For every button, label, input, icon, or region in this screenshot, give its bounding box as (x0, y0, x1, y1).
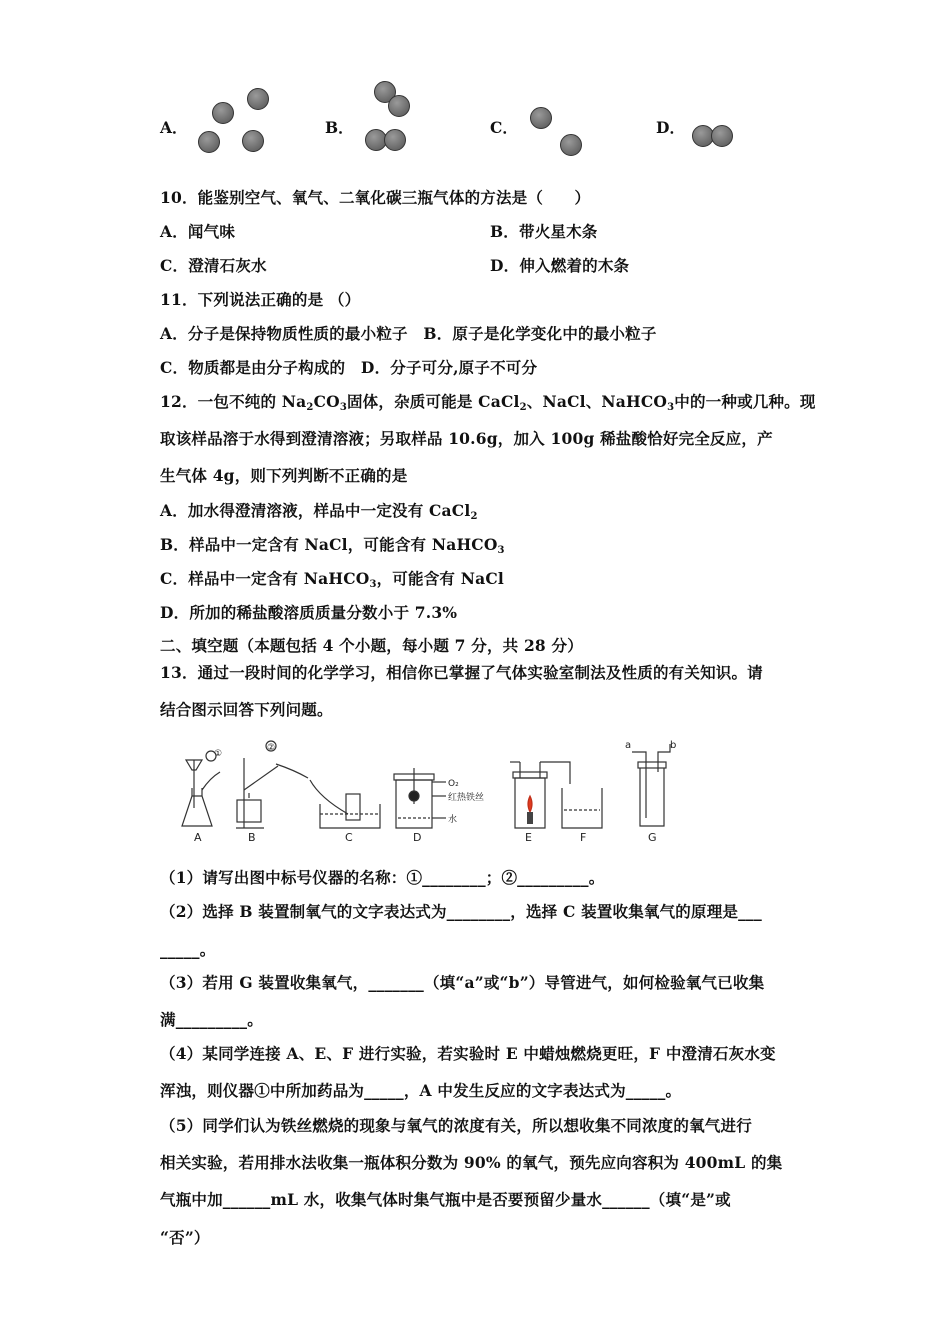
apparatus-a (182, 749, 223, 826)
red-hot-wire-label: 红热铁丝 (448, 793, 485, 803)
option-b-particles (366, 82, 410, 151)
instrument-mark-1: ① (214, 749, 223, 759)
q13-part-5-line-4: “否”） (160, 1228, 210, 1247)
label-e: E (525, 831, 532, 844)
instrument-mark-2: ② (267, 743, 276, 753)
q12-stem-line-1: 12．一包不纯的 $Na_2CO_3$固体，杂质可能是 CaCl$_2$、NaCl、NaHCO$_3$中的一种或几种。现 (160, 392, 816, 413)
apparatus-f (562, 788, 602, 828)
apparatus-g (625, 740, 676, 826)
q12-stem-line-3: 生气体 4g，则下列判断不正确的是 (160, 466, 408, 485)
q13-part-3-line-2: 满_________。 (160, 1010, 263, 1029)
label-d: D (413, 831, 422, 844)
q12-option-d: D．所加的稀盐酸溶质质量分数小于 7.3% (160, 603, 458, 622)
water-label: 水 (448, 815, 458, 825)
q13-part-3-line-1: （3）若用 G 装置收集氧气，_______（填“a”或“b”）导管进气，如何检验氧气已收集 (160, 973, 765, 992)
tube-b-label: b (670, 740, 677, 751)
label-a: A (194, 831, 202, 844)
q9-option-d-label: D． (656, 118, 685, 137)
q13-part-2-line-1: （2）选择 B 装置制氧气的文字表达式为________，选择 C 装置收集氧气的原理是___ (160, 902, 762, 921)
q10-option-a: A．闻气味 (160, 222, 236, 241)
q10-stem: 10．能鉴别空气、氧气、二氧化碳三瓶气体的方法是（ ） (160, 188, 591, 207)
q11-stem: 11．下列说法正确的是 （） (160, 290, 361, 309)
section-2-heading: 二、填空题（本题包括 4 个小题，每小题 7 分，共 28 分） (160, 636, 583, 655)
q12-option-a: A．加水得澄清溶液，样品中一定没有 CaCl$_2$ (160, 501, 478, 522)
q9-option-b-label: B． (325, 118, 354, 137)
o2-label: O₂ (448, 779, 459, 789)
q13-part-2-line-2: _____。 (160, 940, 216, 959)
q10-option-d: D．伸入燃着的木条 (490, 256, 630, 275)
q13-part-5-line-3: 气瓶中加______mL 水，收集气体时集气瓶中是否要预留少量水______（填“是”或 (160, 1190, 731, 1209)
q13-apparatus-figure (170, 738, 690, 848)
q10-option-c: C．澄清石灰水 (160, 256, 267, 275)
option-c-particles (531, 108, 582, 156)
label-c: C (345, 831, 353, 844)
apparatus-e (510, 762, 570, 828)
q9-particle-diagrams (0, 80, 950, 160)
apparatus-c (310, 780, 380, 828)
label-g: G (648, 831, 657, 844)
option-a-particles (199, 89, 269, 153)
q13-part-5-line-1: （5）同学们认为铁丝燃烧的现象与氧气的浓度有关，所以想收集不同浓度的氧气进行 (160, 1116, 752, 1135)
apparatus-b (236, 741, 308, 828)
q13-part-4-line-2: 浑浊，则仪器①中所加药品为_____，A 中发生反应的文字表达式为_____。 (160, 1081, 682, 1100)
q10-option-b: B．带火星木条 (490, 222, 598, 241)
q13-part-5-line-2: 相关实验，若用排水法收集一瓶体积分数为 90% 的氧气，预先应向容积为 400mL 的集 (160, 1153, 783, 1172)
q12-stem-line-2: 取该样品溶于水得到澄清溶液；另取样品 10.6g，加入 100g 稀盐酸恰好完全反应，产 (160, 429, 773, 448)
q11-options-cd: C．物质都是由分子构成的 D．分子可分,原子不可分 (160, 358, 538, 377)
q13-part-4-line-1: （4）某同学连接 A、E、F 进行实验，若实验时 E 中蜡烛燃烧更旺，F 中澄清石灰水变 (160, 1044, 776, 1063)
q13-part-1: （1）请写出图中标号仪器的名称：①________；②_________。 (160, 868, 605, 887)
q12-option-b: B．样品中一定含有 NaCl，可能含有 NaHCO$_3$ (160, 535, 505, 556)
q12-option-c: C．样品中一定含有 NaHCO$_3$，可能含有 NaCl (160, 569, 504, 590)
apparatus-d (394, 768, 484, 828)
q11-options-ab: A．分子是保持物质性质的最小粒子 B．原子是化学变化中的最小粒子 (160, 324, 657, 343)
q13-stem-line-2: 结合图示回答下列问题。 (160, 700, 333, 719)
label-b: B (248, 831, 256, 844)
tube-a-label: a (625, 740, 632, 751)
label-f: F (580, 831, 587, 844)
q13-stem-line-1: 13．通过一段时间的化学学习，相信你已掌握了气体实验室制法及性质的有关知识。请 (160, 663, 763, 682)
q9-option-c-label: C． (490, 118, 518, 137)
option-d-particles (693, 126, 733, 147)
q9-option-a-label: A． (160, 118, 188, 137)
apparatus-letters (194, 831, 657, 844)
